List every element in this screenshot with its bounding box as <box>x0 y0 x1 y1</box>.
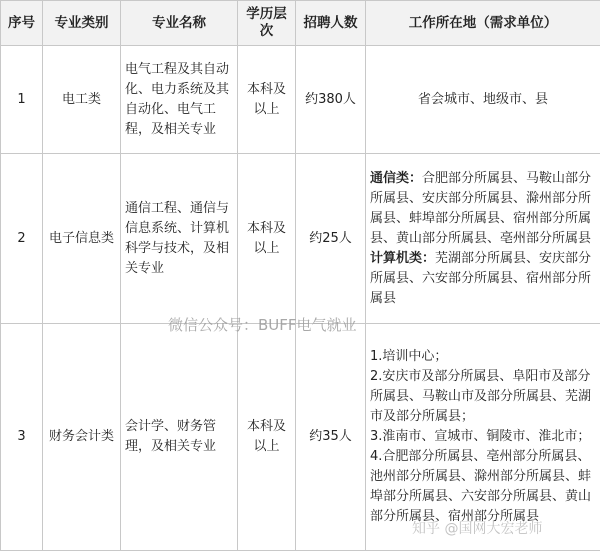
location-line: 3.淮南市、宣城市、铜陵市、淮北市； <box>370 427 596 447</box>
row-number: 3 <box>1 324 43 551</box>
location-label-telecom: 通信类： <box>370 171 422 186</box>
row-count: 约25人 <box>296 154 366 324</box>
table-row <box>1 154 600 324</box>
location-label-computer: 计算机类： <box>370 251 435 266</box>
row-location <box>366 324 600 551</box>
row-education: 本科及以上 <box>238 46 296 154</box>
row-education: 本科及以上 <box>238 324 296 551</box>
row-location <box>366 46 600 154</box>
row-location <box>366 154 600 324</box>
row-count: 约35人 <box>296 324 366 551</box>
header-row <box>1 1 600 46</box>
zhihu-watermark: 知乎 @国网大宏老师 <box>412 518 542 538</box>
location-line: 2.安庆市及部分所属县、阜阳市及部分所属县、马鞍山市及部分所属县、芜湖市及部分所属县； <box>370 367 596 427</box>
header-category: 专业类别 <box>43 1 121 46</box>
row-category: 电子信息类 <box>43 154 121 324</box>
row-category: 财务会计类 <box>43 324 121 551</box>
location-text-computer: 芜湖部分所属县、安庆部分所属县、六安部分所属县、宿州部分所属县 <box>370 251 591 306</box>
header-no: 序号 <box>1 1 43 46</box>
location-line: 1.培训中心； <box>370 347 596 367</box>
row-number: 1 <box>1 46 43 154</box>
location-text-telecom: 合肥部分所属县、马鞍山部分所属县、安庆部分所属县、滁州部分所属县、蚌埠部分所属县、宿州部分所属县、黄山部分所属县、亳州部分所属县 <box>370 171 591 246</box>
row-majors: 会计学、财务管理，及相关专业 <box>121 324 238 551</box>
row-majors: 电气工程及其自动化、电力系统及其自动化、电气工程，及相关专业 <box>121 46 238 154</box>
header-education: 学历层次 <box>238 1 296 46</box>
row-number: 2 <box>1 154 43 324</box>
header-location: 工作所在地（需求单位） <box>366 1 600 46</box>
row-education: 本科及以上 <box>238 154 296 324</box>
table-row <box>1 324 600 551</box>
header-major: 专业名称 <box>121 1 238 46</box>
row-majors: 通信工程、通信与信息系统、计算机科学与技术，及相关专业 <box>121 154 238 324</box>
table-row <box>1 46 600 154</box>
row-count: 约380人 <box>296 46 366 154</box>
header-count: 招聘人数 <box>296 1 366 46</box>
location-line: 省会城市、地级市、县 <box>418 92 548 107</box>
location-line: 4.合肥部分所属县、亳州部分所属县、池州部分所属县、滁州部分所属县、蚌埠部分所属县、六安部分所属县、黄山部分所属县、宿州部分所属县 <box>370 447 596 527</box>
wechat-watermark: 微信公众号：BUFF电气就业 <box>168 314 357 335</box>
row-category: 电工类 <box>43 46 121 154</box>
